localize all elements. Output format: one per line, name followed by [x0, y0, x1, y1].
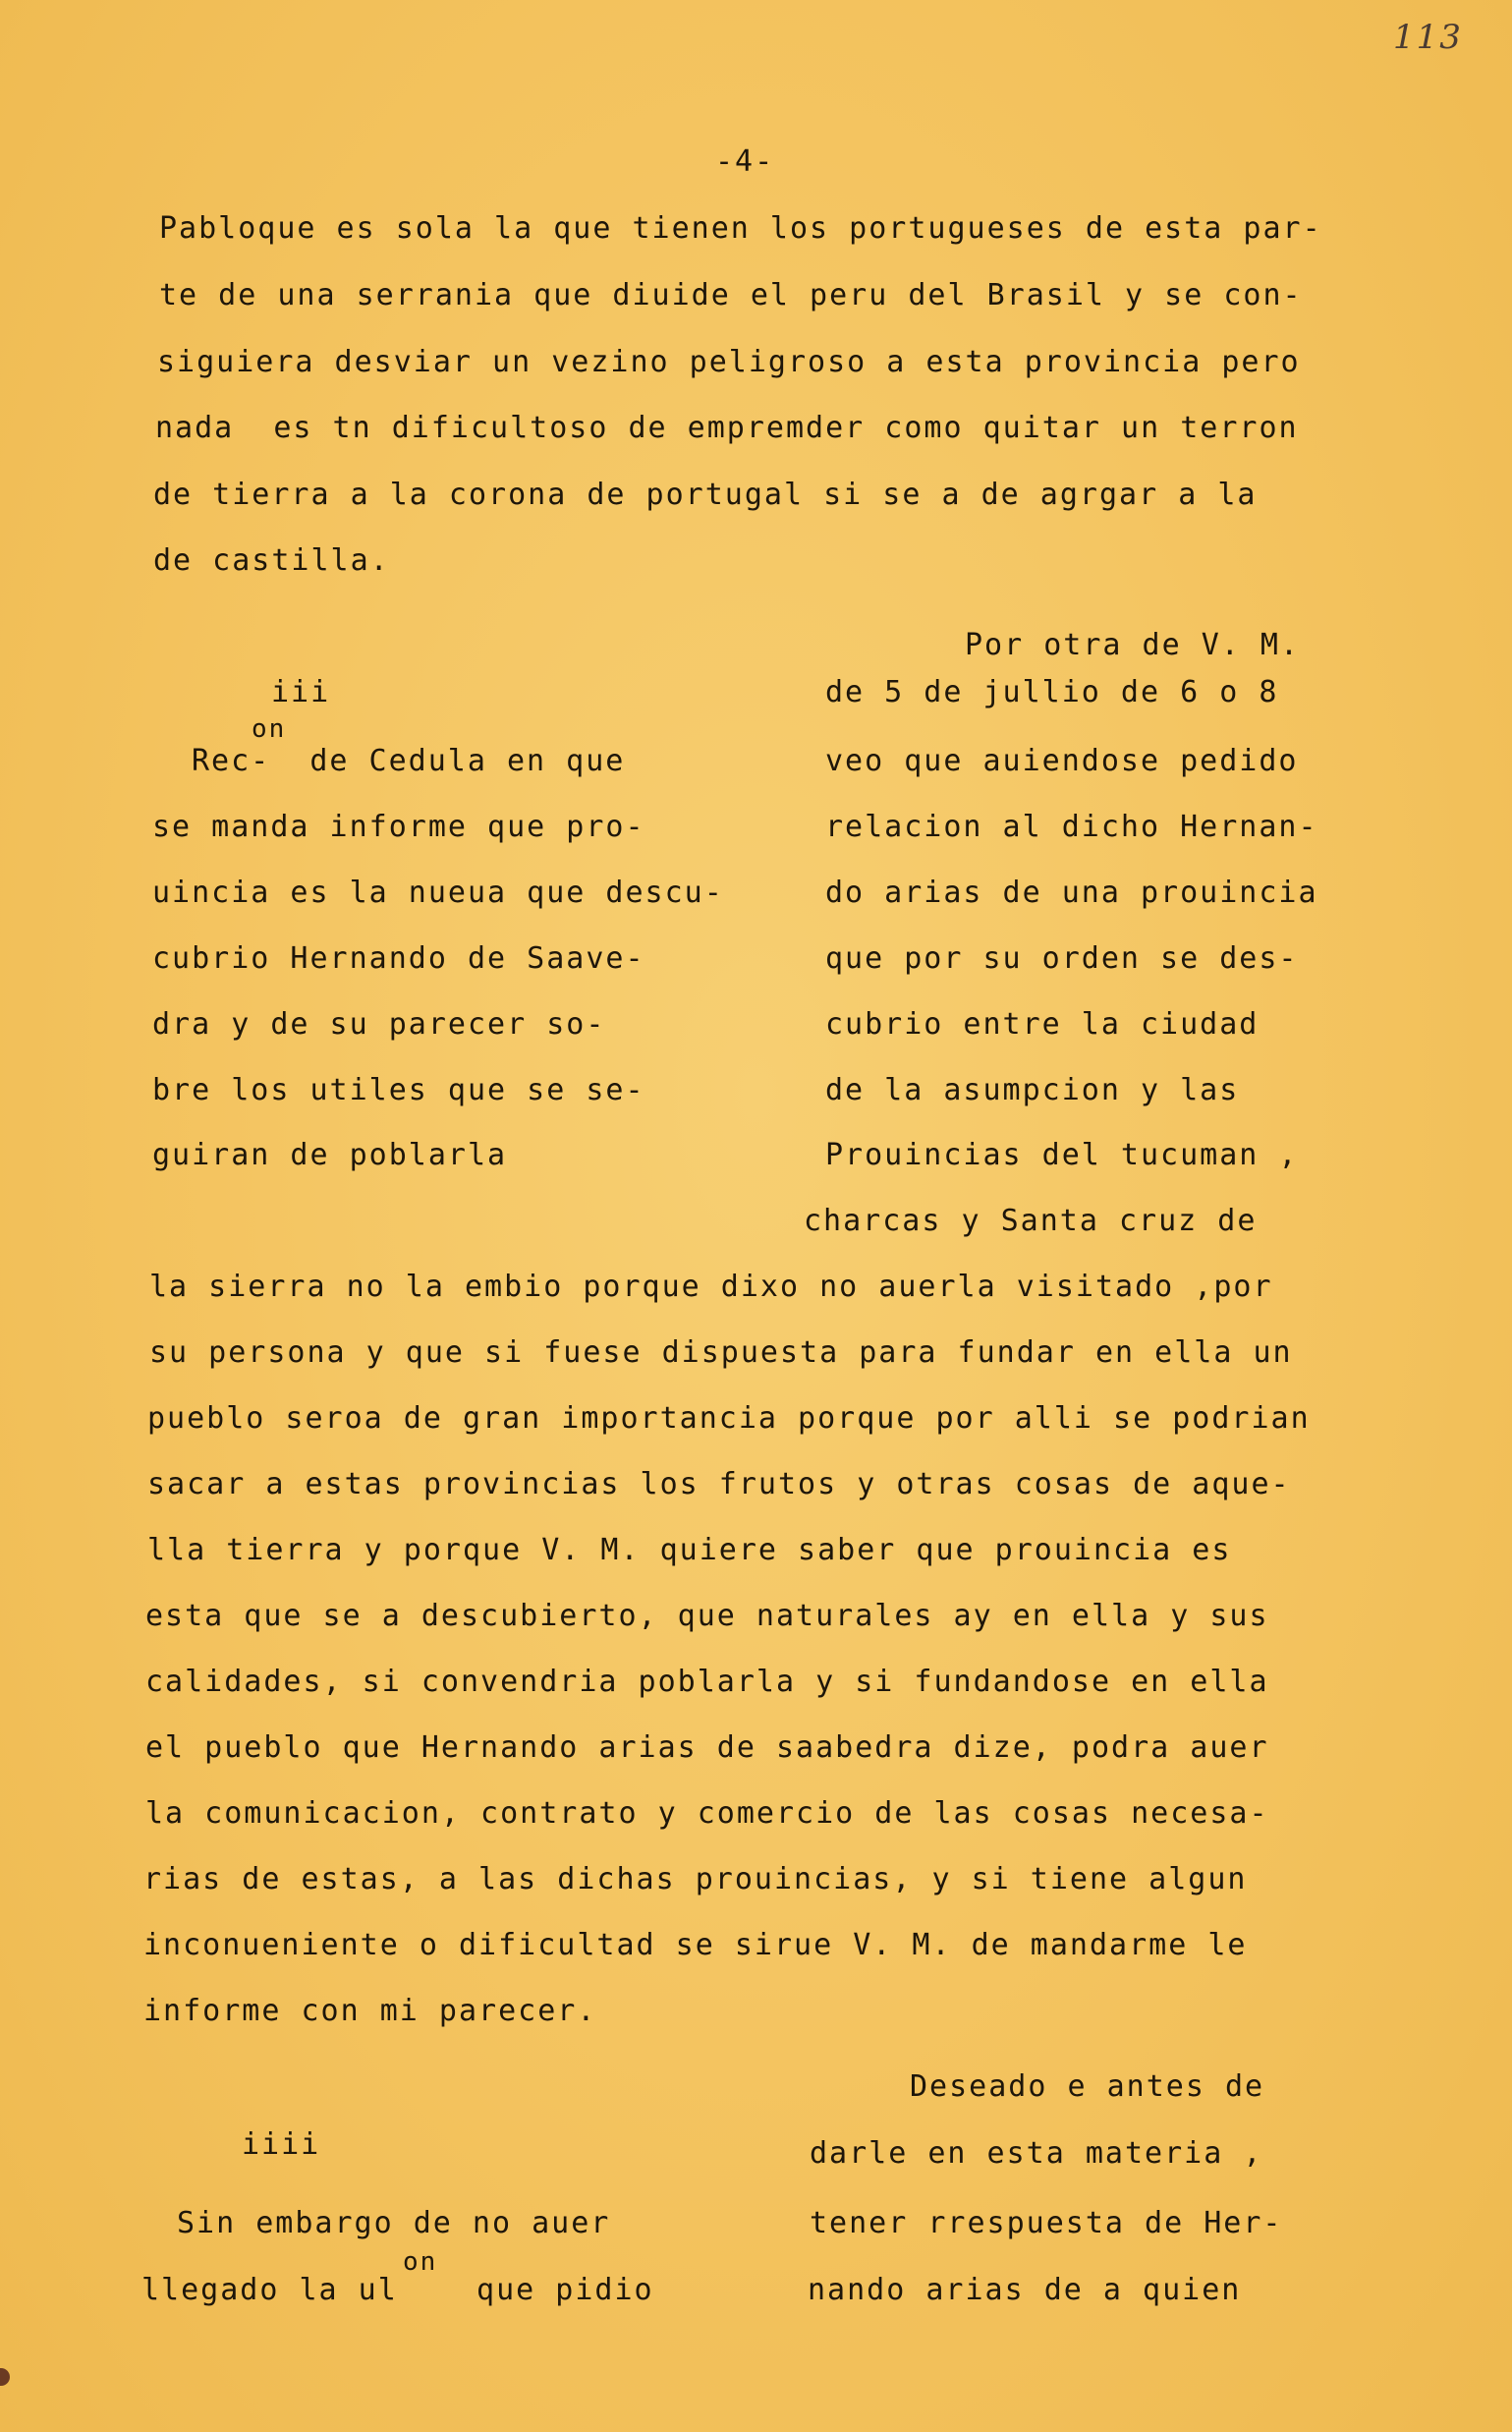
body-line: sacar a estas provincias los frutos y otras cosas de aque- — [147, 1467, 1291, 1501]
margin-line: Rec- de Cedula en que — [192, 744, 626, 778]
margin-line: dra y de su parecer so- — [152, 1007, 606, 1042]
margin-line: cubrio Hernando de Saave- — [152, 941, 645, 976]
intro-line: de tierra a la corona de portugal si se a de agrgar a la — [153, 478, 1258, 512]
section-numeral: iii — [271, 675, 331, 709]
body-line: la comunicacion, contrato y comercio de las cosas necesa- — [145, 1796, 1269, 1831]
right-line: relacion al dicho Hernan- — [825, 810, 1318, 844]
right-line: charcas y Santa cruz de — [804, 1204, 1258, 1238]
right-line: veo que auiendose pedido — [825, 744, 1299, 778]
body-line: esta que se a descubierto, que naturales ay en ella y sus — [145, 1599, 1269, 1633]
right-line: Prouincias del tucuman , — [825, 1138, 1299, 1172]
intro-line: nada es tn dificultoso de empremder como quitar un terron — [155, 411, 1299, 445]
right-line: darle en esta materia , — [810, 2136, 1263, 2171]
body-line: su persona y que si fuese dispuesta para fundar en ella un — [149, 1335, 1293, 1370]
right-line: de 5 de jullio de 6 o 8 — [825, 675, 1279, 709]
margin-line: guiran de poblarla — [152, 1138, 508, 1172]
right-line: Por otra de V. M. — [965, 628, 1301, 662]
margin-line: uincia es la nueua que descu- — [152, 876, 724, 910]
intro-line: de castilla. — [153, 543, 390, 578]
superscript-on: on — [403, 2247, 438, 2277]
margin-line: bre los utiles que se se- — [152, 1073, 645, 1107]
right-line: Deseado e antes de — [910, 2069, 1265, 2104]
body-line: pueblo seroa de gran importancia porque por alli se podrian — [147, 1401, 1311, 1436]
margin-line: llegado la ul que pidio — [141, 2273, 654, 2307]
section-numeral: iiii — [242, 2127, 321, 2162]
superscript-on: on — [252, 714, 287, 744]
intro-line: Pabloque es sola la que tienen los portugueses de esta par- — [159, 211, 1322, 246]
paper-edge-mark — [0, 2368, 10, 2386]
body-line: calidades, si convendria poblarla y si fundandose en ella — [145, 1665, 1269, 1699]
margin-line: se manda informe que pro- — [152, 810, 645, 844]
body-line: informe con mi parecer. — [143, 1994, 597, 2028]
intro-line: te de una serrania que diuide el peru del Brasil y se con- — [159, 278, 1303, 312]
right-line: de la asumpcion y las — [825, 1073, 1240, 1107]
body-line: rias de estas, a las dichas prouincias, y si tiene algun — [143, 1862, 1248, 1896]
margin-line: Sin embargo de no auer — [177, 2206, 611, 2240]
body-line: inconueniente o dificultad se sirue V. M. de mandarme le — [143, 1928, 1248, 1962]
right-line: tener rrespuesta de Her- — [810, 2206, 1283, 2240]
right-line: nando arias de a quien — [808, 2273, 1242, 2307]
right-line: que por su orden se des- — [825, 941, 1299, 976]
handwritten-folio-number: 113 — [1393, 18, 1463, 57]
body-line: el pueblo que Hernando arias de saabedra dize, podra auer — [145, 1730, 1269, 1765]
right-line: do arias de una prouincia — [825, 876, 1318, 910]
body-line: lla tierra y porque V. M. quiere saber que prouincia es — [147, 1533, 1232, 1567]
page-number: -4- — [715, 144, 775, 179]
body-line: la sierra no la embio porque dixo no auerla visitado ,por — [149, 1270, 1273, 1304]
intro-line: siguiera desviar un vezino peligroso a esta provincia pero — [157, 345, 1301, 379]
right-line: cubrio entre la ciudad — [825, 1007, 1260, 1042]
